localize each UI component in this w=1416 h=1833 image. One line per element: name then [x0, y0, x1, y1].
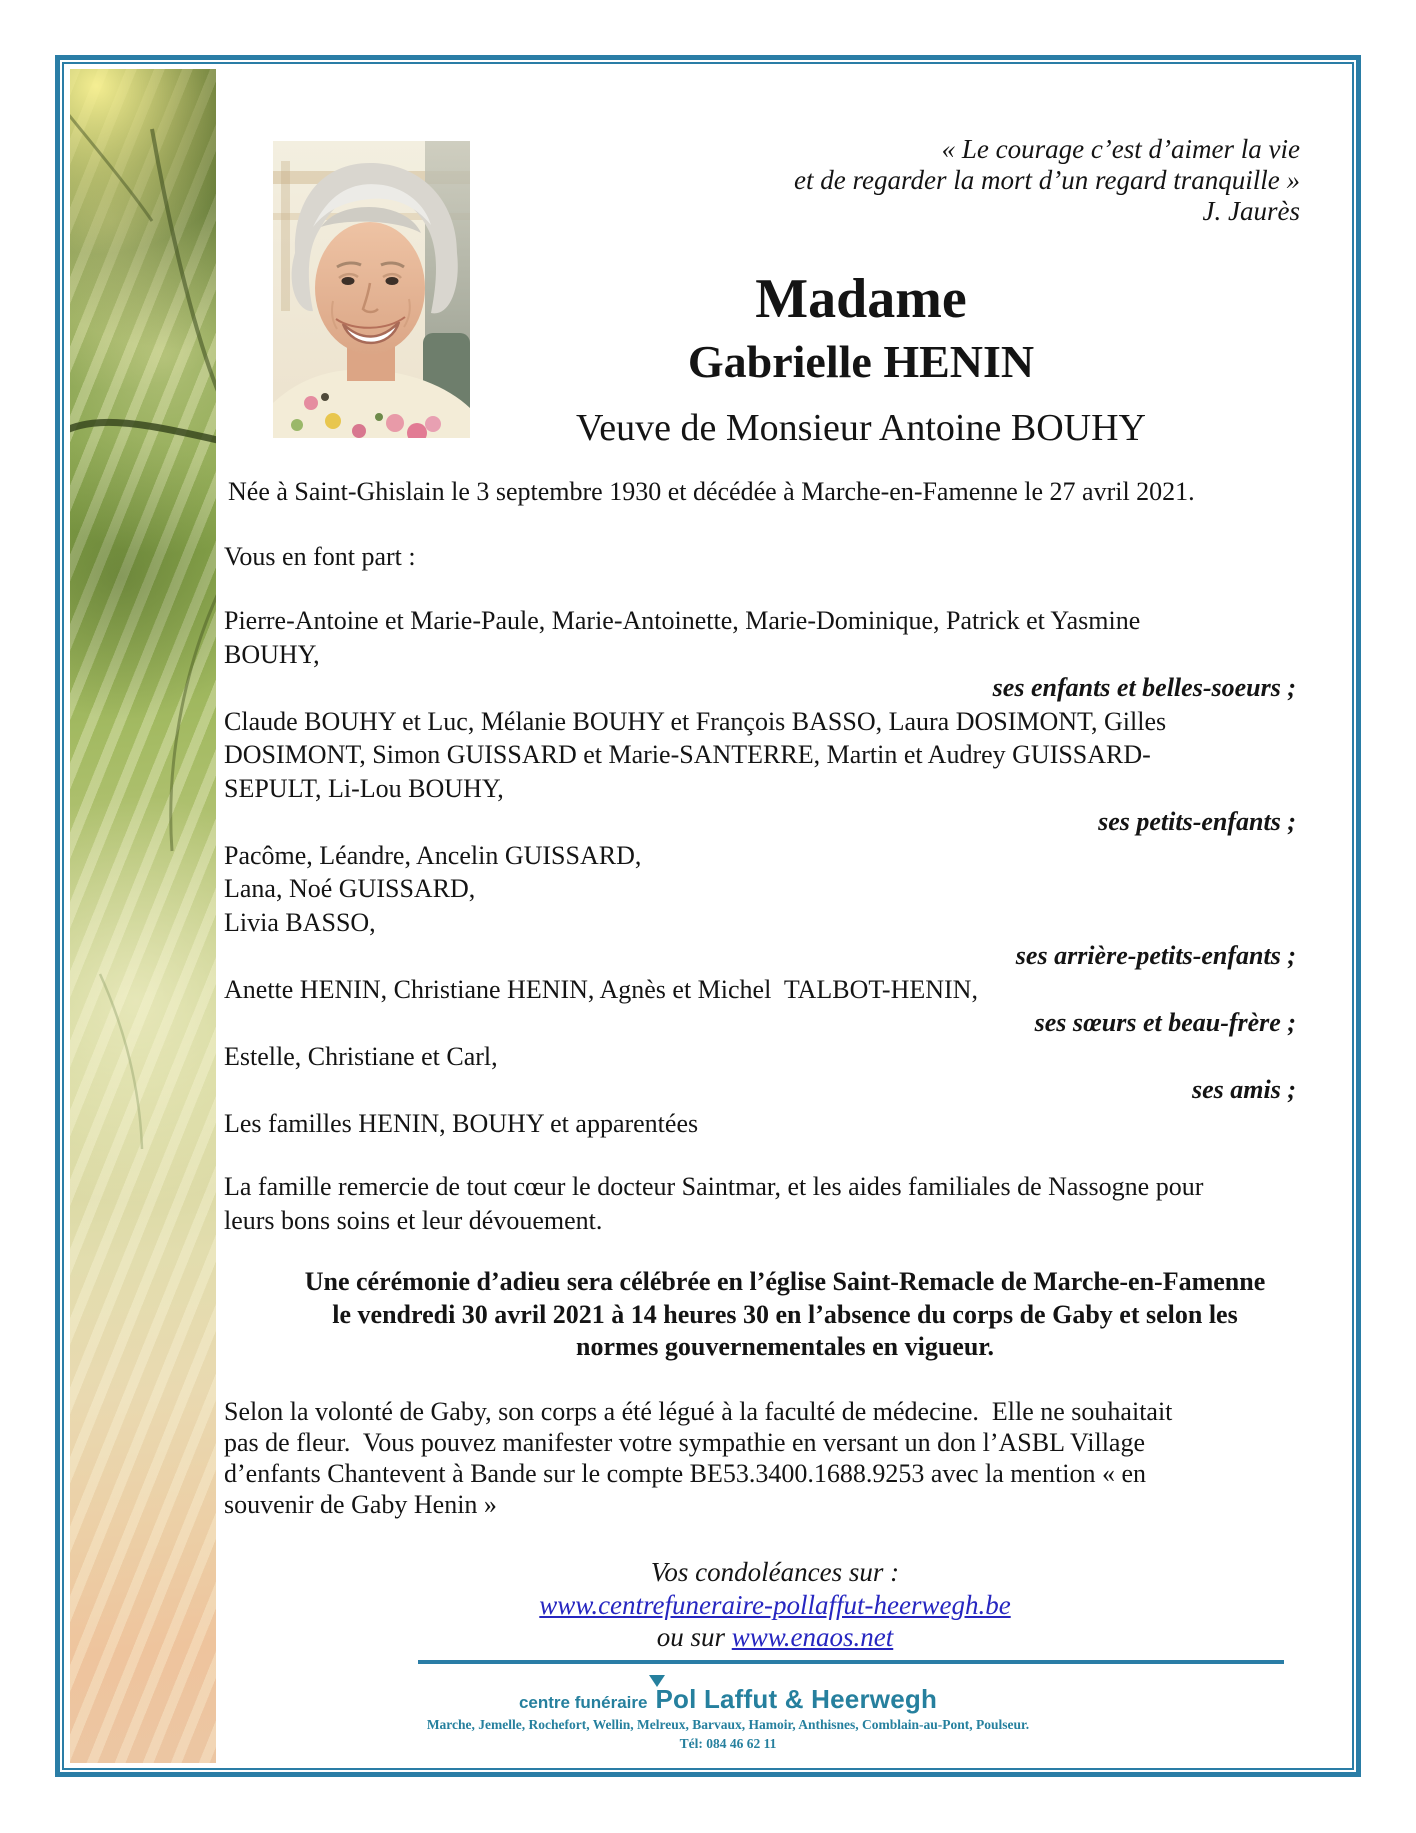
link-prefix: ou sur — [656, 1622, 732, 1652]
funeral-home-website-link[interactable]: www.centrefuneraire-pollaffut-heerwegh.be — [539, 1589, 1011, 1620]
funeral-home-logo — [218, 1684, 1238, 1715]
quote-line-1: « Le courage c’est d’aimer la vie — [941, 134, 1300, 164]
ceremony-line: Une cérémonie d’adieu sera célébrée en l’église Saint-Remacle de Marche-en-Famenne — [304, 1267, 1266, 1296]
family-line: SEPULT, Li-Lou BOUHY, — [224, 773, 504, 803]
relation-label: ses arrière-petits-enfants ; — [1015, 941, 1296, 970]
tree-branches-illustration — [70, 69, 216, 1763]
family-line: Anette HENIN, Christiane HENIN, Agnès et Michel TALBOT-HENIN, — [224, 974, 978, 1004]
condolences-intro: Vos condoléances sur : — [650, 1557, 900, 1587]
epigraph-quote — [700, 134, 1300, 227]
thanks-paragraph — [224, 1170, 1314, 1238]
family-line: BOUHY, — [224, 639, 320, 669]
donation-line: pas de fleur. Vous pouvez manifester votre sympathie en versant un don l’ASBL Village — [224, 1428, 1146, 1457]
donation-line: d’enfants Chantevent à Bande sur le compte BE53.3400.1688.9253 avec la mention « en — [224, 1459, 1147, 1488]
announcement-line: Vous en font part : — [224, 542, 416, 571]
logo-name: Pol Laffut & Heerwegh — [655, 1684, 938, 1714]
funeral-home-cities: Marche, Jemelle, Rochefort, Wellin, Melreux, Barvaux, Hamoir, Anthisnes, Comblain-au-Pont, Poulseur. — [426, 1717, 1030, 1732]
logo-tagline: centre funéraire — [518, 1693, 648, 1712]
thanks-line: leurs bons soins et leur dévouement. — [224, 1206, 603, 1235]
widow-line: Veuve de Monsieur Antoine BOUHY — [576, 407, 1146, 449]
condolences-link-row — [224, 1589, 1326, 1622]
donation-line: Selon la volonté de Gaby, son corps a été légué à la faculté de médecine. Elle ne souhaitait — [224, 1397, 1173, 1426]
donation-paragraph — [224, 1396, 1314, 1520]
ceremony-line: normes gouvernementales en vigueur. — [576, 1332, 994, 1361]
relation-label: ses petits-enfants ; — [1098, 807, 1296, 836]
family-list — [224, 604, 1296, 1140]
footer-divider — [418, 1660, 1284, 1664]
birth-death-line: Née à Saint-Ghislain le 3 septembre 1930 et décédée à Marche-en-Famenne le 27 avril 2021. — [228, 477, 1195, 506]
ceremony-paragraph — [240, 1266, 1330, 1364]
ceremony-line: le vendredi 30 avril 2021 à 14 heures 30 en l’absence du corps de Gaby et selon les — [332, 1299, 1238, 1329]
relation-label: ses amis ; — [1192, 1075, 1296, 1104]
quote-attribution: J. Jaurès — [1202, 196, 1300, 226]
thanks-line: La famille remercie de tout cœur le docteur Saintmar, et les aides familiales de Nassogne pour — [224, 1172, 1204, 1201]
family-line: Claude BOUHY et Luc, Mélanie BOUHY et François BASSO, Laura DOSIMONT, Gilles — [224, 706, 1167, 736]
family-line: Livia BASSO, — [224, 907, 376, 937]
forest-path-photo — [70, 69, 216, 1763]
deceased-name: Gabrielle HENIN — [687, 336, 1035, 387]
family-line: Estelle, Christiane et Carl, — [224, 1041, 498, 1071]
condolences-link-row — [224, 1621, 1326, 1654]
family-line: DOSIMONT, Simon GUISSARD et Marie-SANTERRE, Martin et Audrey GUISSARD- — [224, 740, 1151, 769]
honorific-title: Madame — [755, 268, 967, 330]
title-block — [356, 268, 1366, 462]
funeral-home-phone: Tél: 084 46 62 11 — [679, 1736, 777, 1751]
family-line: Pacôme, Léandre, Ancelin GUISSARD, — [224, 840, 642, 870]
family-line: Les familles HENIN, BOUHY et apparentées — [224, 1108, 699, 1138]
enaos-website-link[interactable]: www.enaos.net — [731, 1622, 894, 1652]
quote-line-2: et de regarder la mort d’un regard tranquille » — [794, 165, 1300, 195]
relation-label: ses enfants et belles-soeurs ; — [992, 673, 1296, 702]
family-line: Pierre-Antoine et Marie-Paule, Marie-Antoinette, Marie-Dominique, Patrick et Yasmine — [224, 606, 1141, 635]
family-line: Lana, Noé GUISSARD, — [224, 874, 476, 903]
relation-label: ses sœurs et beau-frère ; — [1034, 1008, 1296, 1037]
condolences-block — [224, 1556, 1326, 1654]
donation-line: souvenir de Gaby Henin » — [224, 1490, 497, 1519]
